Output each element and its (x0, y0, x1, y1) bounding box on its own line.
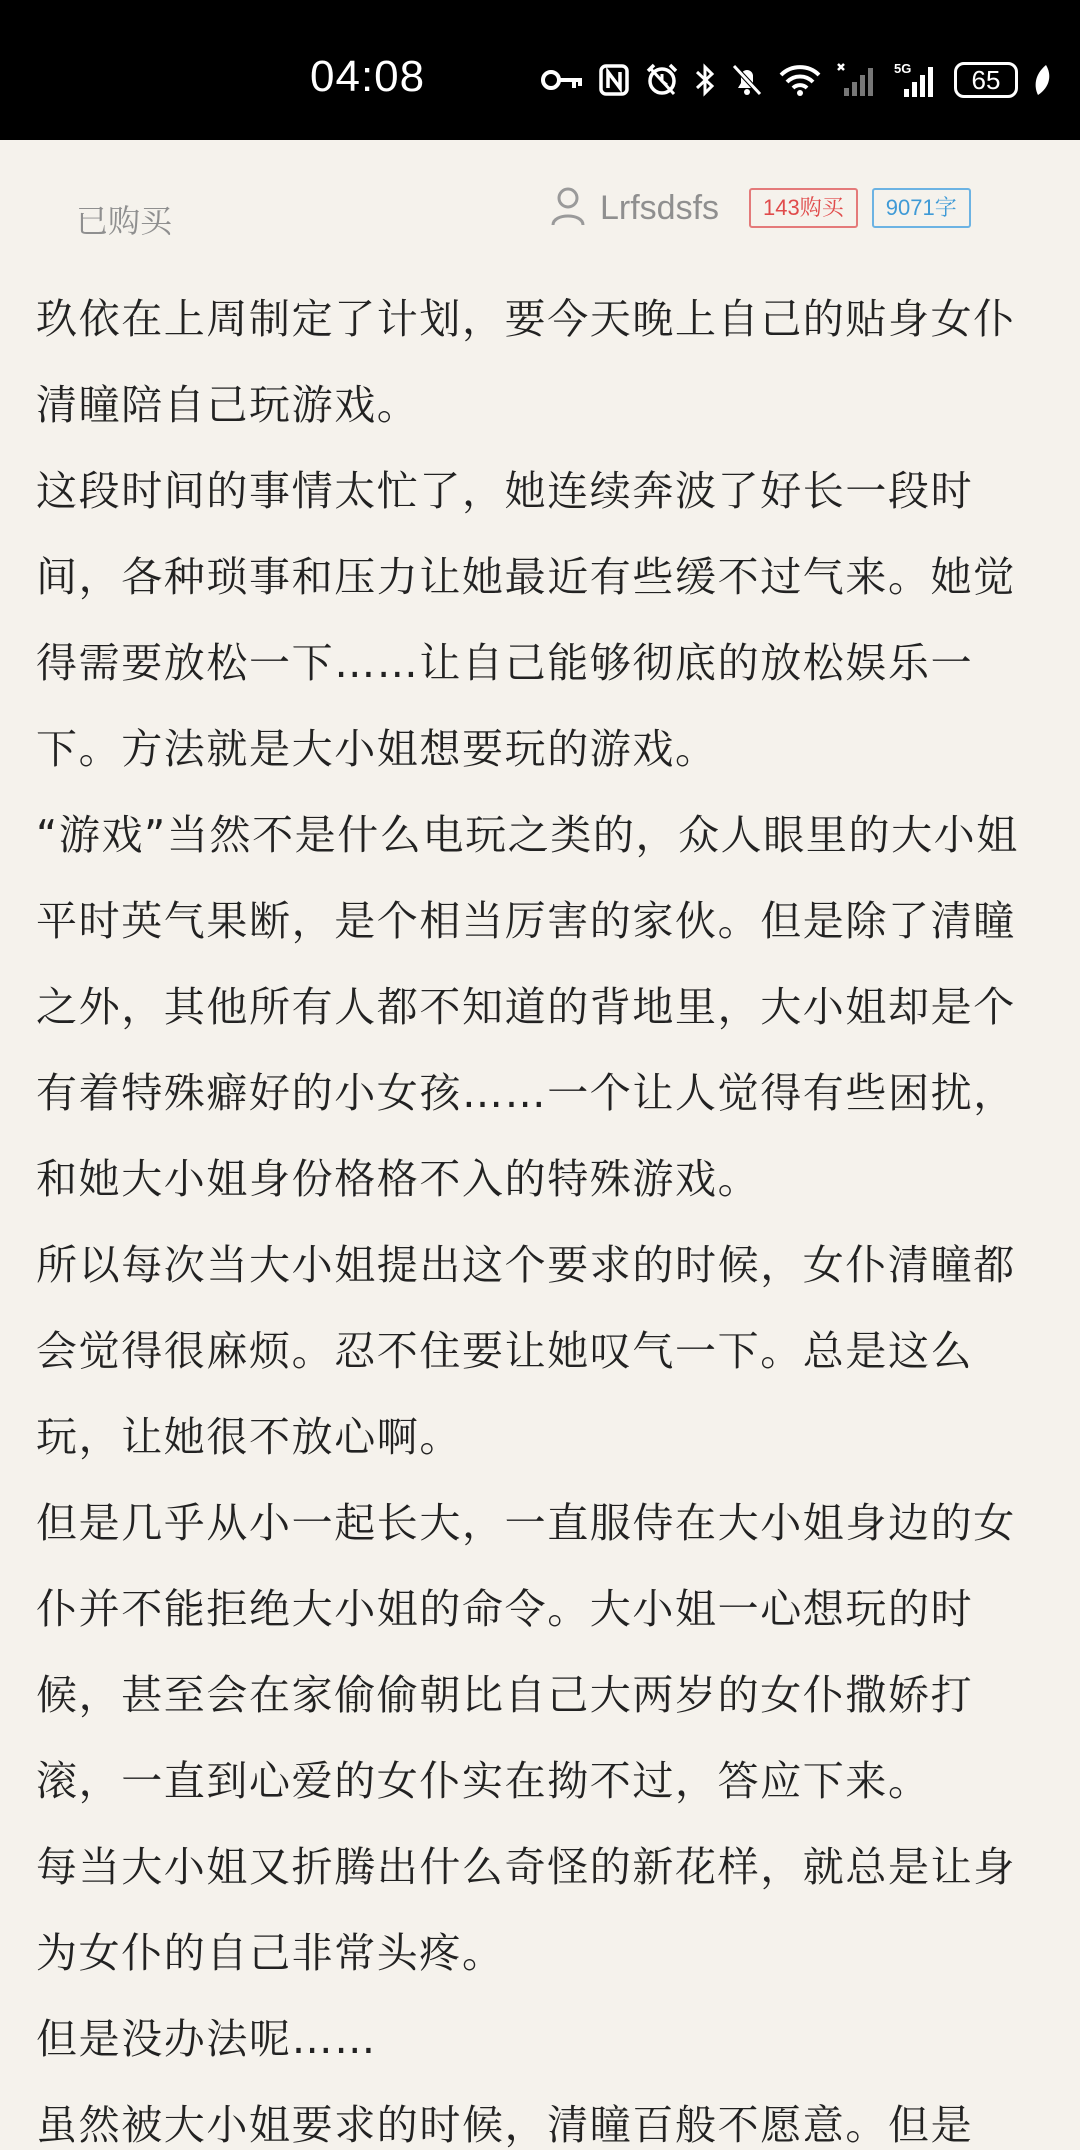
battery-level: 65 (954, 62, 1018, 98)
svg-text:5G: 5G (894, 61, 912, 76)
bluetooth-icon (694, 62, 716, 98)
reader-page[interactable] (0, 140, 1080, 2150)
purchase-count-badge: 143购买 (749, 188, 858, 228)
battery-icon (954, 62, 1018, 98)
paragraph: 每当大小姐又折腾出什么奇怪的新花样，就总是让身为女仆的自己非常头疼。 (36, 1843, 1016, 1977)
paragraph: 虽然被大小姐要求的时候，清瞳百般不愿意。但是 (36, 2101, 974, 2149)
author-area[interactable] (550, 186, 971, 230)
key-icon (540, 65, 584, 95)
paragraph: 所以每次当大小姐提出这个要求的时候，女仆清瞳都会觉得很麻烦。忍不住要让她叹气一下。总是这么玩，让她很不放心啊。 (36, 1241, 1016, 1461)
paragraph: 但是没办法呢…… (36, 2015, 377, 2063)
signal-5g-icon (894, 61, 940, 99)
paragraph: 这段时间的事情太忙了，她连续奔波了好长一段时间，各种琐事和压力让她最近有些缓不过气来。她觉得需要放松一下……让自己能够彻底的放松娱乐一下。方法就是大小姐想要玩的游戏。 (36, 467, 1016, 773)
chapter-content (36, 276, 1046, 2150)
status-icons (540, 56, 1052, 104)
signal-no-service-icon (836, 62, 880, 98)
alarm-icon (644, 62, 680, 98)
mute-icon (730, 62, 764, 98)
leaf-icon (1032, 63, 1052, 97)
wifi-icon (778, 63, 822, 97)
nfc-icon (598, 63, 630, 97)
author-name[interactable]: Lrfsdsfs (600, 188, 720, 227)
paragraph: 玖依在上周制定了计划，要今天晚上自己的贴身女仆清瞳陪自己玩游戏。 (36, 295, 1016, 429)
status-bar (0, 0, 1080, 140)
purchased-label: 已购买 (76, 202, 173, 240)
paragraph: “游戏”当然不是什么电玩之类的，众人眼里的大小姐平时英气果断，是个相当厉害的家伙。但是除了清瞳之外，其他所有人都不知道的背地里，大小姐却是个有着特殊癖好的小女孩……一个让人觉得有些困扰，和她大小姐身份格格不入的特殊游戏。 (36, 811, 1019, 1203)
user-icon (550, 186, 586, 230)
paragraph: 但是几乎从小一起长大，一直服侍在大小姐身边的女仆并不能拒绝大小姐的命令。大小姐一心想玩的时候，甚至会在家偷偷朝比自己大两岁的女仆撒娇打滚，一直到心爱的女仆实在拗不过，答应下来。 (36, 1499, 1016, 1805)
status-time: 04:08 (310, 52, 426, 101)
word-count-badge: 9071字 (872, 188, 971, 228)
